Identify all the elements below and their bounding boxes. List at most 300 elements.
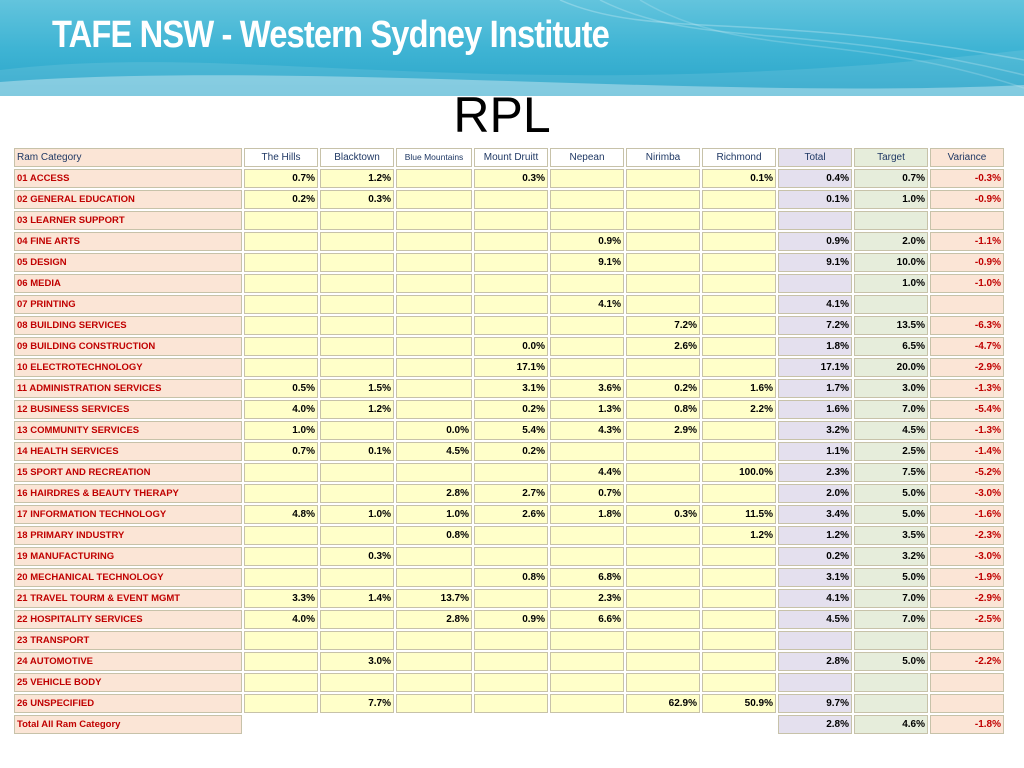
campus-value-cell xyxy=(702,547,776,566)
row-category: 12 BUSINESS SERVICES xyxy=(14,400,242,419)
campus-value-cell: 2.8% xyxy=(396,610,472,629)
variance-cell: -2.3% xyxy=(930,526,1004,545)
campus-value-cell: 2.7% xyxy=(474,484,548,503)
total-cell: 0.2% xyxy=(778,547,852,566)
campus-value-cell xyxy=(474,232,548,251)
variance-cell: -2.9% xyxy=(930,589,1004,608)
campus-value-cell xyxy=(550,190,624,209)
campus-value-cell xyxy=(474,526,548,545)
campus-value-cell xyxy=(396,379,472,398)
row-category: 25 VEHICLE BODY xyxy=(14,673,242,692)
campus-value-cell xyxy=(244,526,318,545)
total-cell: 3.1% xyxy=(778,568,852,587)
campus-value-cell xyxy=(396,190,472,209)
campus-value-cell: 17.1% xyxy=(474,358,548,377)
campus-value-cell xyxy=(396,295,472,314)
campus-value-cell xyxy=(626,232,700,251)
campus-value-cell xyxy=(550,274,624,293)
campus-value-cell xyxy=(702,673,776,692)
blank-cell xyxy=(320,715,394,734)
campus-value-cell: 2.2% xyxy=(702,400,776,419)
table-row xyxy=(14,631,1004,650)
grand-total-cell: 2.8% xyxy=(778,715,852,734)
campus-value-cell xyxy=(244,211,318,230)
target-cell xyxy=(854,295,928,314)
row-category: 17 INFORMATION TECHNOLOGY xyxy=(14,505,242,524)
campus-value-cell xyxy=(396,274,472,293)
institute-banner xyxy=(0,0,1024,96)
campus-value-cell xyxy=(626,253,700,272)
row-category: 08 BUILDING SERVICES xyxy=(14,316,242,335)
row-category: 13 COMMUNITY SERVICES xyxy=(14,421,242,440)
campus-value-cell: 0.3% xyxy=(474,169,548,188)
variance-cell: -5.4% xyxy=(930,400,1004,419)
campus-value-cell xyxy=(320,421,394,440)
variance-cell: -6.3% xyxy=(930,316,1004,335)
campus-value-cell xyxy=(626,673,700,692)
total-cell xyxy=(778,211,852,230)
total-cell: 9.7% xyxy=(778,694,852,713)
campus-value-cell xyxy=(244,673,318,692)
campus-value-cell xyxy=(320,211,394,230)
campus-value-cell xyxy=(244,253,318,272)
target-cell: 5.0% xyxy=(854,568,928,587)
campus-value-cell: 0.3% xyxy=(320,190,394,209)
target-cell: 2.0% xyxy=(854,232,928,251)
campus-value-cell xyxy=(702,442,776,461)
campus-value-cell: 6.6% xyxy=(550,610,624,629)
campus-value-cell: 2.6% xyxy=(626,337,700,356)
target-cell: 3.5% xyxy=(854,526,928,545)
campus-value-cell xyxy=(474,211,548,230)
campus-value-cell: 0.9% xyxy=(474,610,548,629)
total-cell: 0.4% xyxy=(778,169,852,188)
target-cell xyxy=(854,694,928,713)
row-category: 11 ADMINISTRATION SERVICES xyxy=(14,379,242,398)
table-row xyxy=(14,421,1004,440)
campus-value-cell xyxy=(550,316,624,335)
campus-value-cell: 0.1% xyxy=(320,442,394,461)
campus-value-cell: 4.4% xyxy=(550,463,624,482)
target-cell xyxy=(854,631,928,650)
campus-value-cell: 4.0% xyxy=(244,400,318,419)
campus-value-cell xyxy=(320,484,394,503)
table-row xyxy=(14,505,1004,524)
variance-cell xyxy=(930,295,1004,314)
table-row xyxy=(14,316,1004,335)
row-category: 21 TRAVEL TOURM & EVENT MGMT xyxy=(14,589,242,608)
campus-value-cell: 0.3% xyxy=(626,505,700,524)
total-cell: 0.9% xyxy=(778,232,852,251)
campus-value-cell xyxy=(320,253,394,272)
campus-value-cell xyxy=(550,652,624,671)
variance-cell xyxy=(930,631,1004,650)
blank-cell xyxy=(474,715,548,734)
row-category: 24 AUTOMOTIVE xyxy=(14,652,242,671)
row-category: 01 ACCESS xyxy=(14,169,242,188)
row-category: 15 SPORT AND RECREATION xyxy=(14,463,242,482)
blank-cell xyxy=(702,715,776,734)
table-row xyxy=(14,253,1004,272)
table-row xyxy=(14,442,1004,461)
table-row xyxy=(14,673,1004,692)
total-cell: 3.4% xyxy=(778,505,852,524)
variance-cell: -2.5% xyxy=(930,610,1004,629)
column-header: Variance xyxy=(930,148,1004,167)
target-cell: 7.0% xyxy=(854,400,928,419)
total-cell: 2.8% xyxy=(778,652,852,671)
row-category: 20 MECHANICAL TECHNOLOGY xyxy=(14,568,242,587)
campus-value-cell xyxy=(396,211,472,230)
campus-value-cell xyxy=(474,694,548,713)
target-cell: 2.5% xyxy=(854,442,928,461)
campus-value-cell xyxy=(244,694,318,713)
target-cell: 4.5% xyxy=(854,421,928,440)
campus-value-cell xyxy=(702,316,776,335)
campus-value-cell: 2.8% xyxy=(396,484,472,503)
campus-value-cell xyxy=(626,610,700,629)
campus-value-cell xyxy=(626,589,700,608)
campus-value-cell xyxy=(320,274,394,293)
row-category: 16 HAIRDRES & BEAUTY THERAPY xyxy=(14,484,242,503)
campus-value-cell: 100.0% xyxy=(702,463,776,482)
campus-value-cell xyxy=(626,190,700,209)
campus-value-cell xyxy=(396,400,472,419)
campus-value-cell xyxy=(396,463,472,482)
variance-cell: -0.3% xyxy=(930,169,1004,188)
campus-value-cell: 0.1% xyxy=(702,169,776,188)
campus-value-cell: 0.8% xyxy=(396,526,472,545)
blank-cell xyxy=(550,715,624,734)
campus-value-cell xyxy=(244,484,318,503)
campus-value-cell xyxy=(702,211,776,230)
campus-value-cell xyxy=(474,652,548,671)
campus-value-cell xyxy=(396,253,472,272)
campus-value-cell xyxy=(626,652,700,671)
campus-value-cell: 1.6% xyxy=(702,379,776,398)
campus-value-cell: 3.1% xyxy=(474,379,548,398)
row-category: 23 TRANSPORT xyxy=(14,631,242,650)
campus-value-cell: 0.2% xyxy=(474,400,548,419)
campus-value-cell: 3.3% xyxy=(244,589,318,608)
row-category: 26 UNSPECIFIED xyxy=(14,694,242,713)
campus-value-cell xyxy=(702,232,776,251)
grand-target-cell: 4.6% xyxy=(854,715,928,734)
campus-value-cell xyxy=(320,610,394,629)
campus-value-cell: 0.0% xyxy=(474,337,548,356)
campus-value-cell xyxy=(320,526,394,545)
campus-value-cell xyxy=(474,631,548,650)
total-cell: 1.6% xyxy=(778,400,852,419)
variance-cell: -0.9% xyxy=(930,190,1004,209)
row-category: 04 FINE ARTS xyxy=(14,232,242,251)
target-cell: 1.0% xyxy=(854,274,928,293)
variance-cell xyxy=(930,673,1004,692)
campus-value-cell: 0.8% xyxy=(474,568,548,587)
variance-cell: -1.9% xyxy=(930,568,1004,587)
table-row xyxy=(14,337,1004,356)
campus-value-cell xyxy=(474,463,548,482)
campus-value-cell: 1.2% xyxy=(320,400,394,419)
campus-value-cell xyxy=(244,274,318,293)
blank-cell xyxy=(396,715,472,734)
campus-value-cell xyxy=(626,169,700,188)
target-cell: 5.0% xyxy=(854,652,928,671)
campus-value-cell: 0.7% xyxy=(550,484,624,503)
table-row xyxy=(14,610,1004,629)
campus-value-cell: 1.4% xyxy=(320,589,394,608)
campus-value-cell xyxy=(702,295,776,314)
campus-value-cell xyxy=(626,463,700,482)
campus-value-cell: 5.4% xyxy=(474,421,548,440)
table-row xyxy=(14,211,1004,230)
slide-title: RPL xyxy=(453,87,551,143)
grand-variance-cell: -1.8% xyxy=(930,715,1004,734)
target-cell: 1.0% xyxy=(854,190,928,209)
column-header: Blue Mountains xyxy=(396,148,472,167)
total-cell: 9.1% xyxy=(778,253,852,272)
row-category: 05 DESIGN xyxy=(14,253,242,272)
campus-value-cell xyxy=(244,295,318,314)
campus-value-cell xyxy=(550,673,624,692)
campus-value-cell xyxy=(626,358,700,377)
campus-value-cell: 7.7% xyxy=(320,694,394,713)
campus-value-cell xyxy=(474,274,548,293)
campus-value-cell xyxy=(626,295,700,314)
campus-value-cell: 0.0% xyxy=(396,421,472,440)
table-row xyxy=(14,547,1004,566)
campus-value-cell xyxy=(474,673,548,692)
total-cell: 2.0% xyxy=(778,484,852,503)
campus-value-cell: 6.8% xyxy=(550,568,624,587)
row-category: 09 BUILDING CONSTRUCTION xyxy=(14,337,242,356)
table-row xyxy=(14,463,1004,482)
campus-value-cell xyxy=(396,631,472,650)
campus-value-cell xyxy=(320,295,394,314)
variance-cell: -1.4% xyxy=(930,442,1004,461)
campus-value-cell xyxy=(396,232,472,251)
campus-value-cell xyxy=(550,169,624,188)
total-cell: 4.5% xyxy=(778,610,852,629)
campus-value-cell xyxy=(244,358,318,377)
campus-value-cell xyxy=(474,190,548,209)
campus-value-cell xyxy=(626,568,700,587)
campus-value-cell: 1.2% xyxy=(702,526,776,545)
target-cell: 6.5% xyxy=(854,337,928,356)
blank-cell xyxy=(244,715,318,734)
rpl-table-body xyxy=(14,148,1004,734)
campus-value-cell: 11.5% xyxy=(702,505,776,524)
target-cell: 20.0% xyxy=(854,358,928,377)
target-cell: 10.0% xyxy=(854,253,928,272)
campus-value-cell: 1.5% xyxy=(320,379,394,398)
row-category: 18 PRIMARY INDUSTRY xyxy=(14,526,242,545)
campus-value-cell xyxy=(320,232,394,251)
variance-cell: -1.6% xyxy=(930,505,1004,524)
variance-cell xyxy=(930,694,1004,713)
row-category: 02 GENERAL EDUCATION xyxy=(14,190,242,209)
campus-value-cell xyxy=(396,337,472,356)
campus-value-cell xyxy=(396,568,472,587)
target-cell: 3.0% xyxy=(854,379,928,398)
campus-value-cell: 0.9% xyxy=(550,232,624,251)
total-cell: 3.2% xyxy=(778,421,852,440)
campus-value-cell xyxy=(702,652,776,671)
target-cell: 7.0% xyxy=(854,589,928,608)
campus-value-cell xyxy=(320,337,394,356)
campus-value-cell xyxy=(474,547,548,566)
campus-value-cell xyxy=(702,358,776,377)
variance-cell: -2.9% xyxy=(930,358,1004,377)
campus-value-cell xyxy=(320,631,394,650)
column-header: The Hills xyxy=(244,148,318,167)
campus-value-cell xyxy=(396,694,472,713)
campus-value-cell: 0.2% xyxy=(626,379,700,398)
variance-cell: -4.7% xyxy=(930,337,1004,356)
campus-value-cell xyxy=(626,211,700,230)
campus-value-cell xyxy=(626,547,700,566)
campus-value-cell: 0.3% xyxy=(320,547,394,566)
campus-value-cell xyxy=(244,337,318,356)
campus-value-cell: 3.6% xyxy=(550,379,624,398)
variance-cell: -1.3% xyxy=(930,421,1004,440)
column-header: Total xyxy=(778,148,852,167)
table-row xyxy=(14,274,1004,293)
table-row xyxy=(14,694,1004,713)
campus-value-cell: 1.8% xyxy=(550,505,624,524)
campus-value-cell xyxy=(244,232,318,251)
variance-cell: -3.0% xyxy=(930,484,1004,503)
campus-value-cell xyxy=(474,316,548,335)
total-cell xyxy=(778,673,852,692)
campus-value-cell: 0.2% xyxy=(244,190,318,209)
campus-value-cell xyxy=(396,358,472,377)
total-cell: 17.1% xyxy=(778,358,852,377)
campus-value-cell: 0.7% xyxy=(244,442,318,461)
total-row-label: Total All Ram Category xyxy=(14,715,242,734)
campus-value-cell xyxy=(626,274,700,293)
campus-value-cell xyxy=(320,463,394,482)
row-category: 10 ELECTROTECHNOLOGY xyxy=(14,358,242,377)
campus-value-cell: 2.9% xyxy=(626,421,700,440)
campus-value-cell xyxy=(550,442,624,461)
campus-value-cell xyxy=(550,631,624,650)
target-cell: 0.7% xyxy=(854,169,928,188)
campus-value-cell xyxy=(626,484,700,503)
campus-value-cell xyxy=(626,631,700,650)
campus-value-cell xyxy=(320,673,394,692)
row-category: 19 MANUFACTURING xyxy=(14,547,242,566)
table-row xyxy=(14,295,1004,314)
target-cell: 7.0% xyxy=(854,610,928,629)
campus-value-cell xyxy=(550,358,624,377)
total-cell: 1.2% xyxy=(778,526,852,545)
campus-value-cell: 1.0% xyxy=(320,505,394,524)
campus-value-cell xyxy=(320,358,394,377)
campus-value-cell: 1.2% xyxy=(320,169,394,188)
total-cell: 1.1% xyxy=(778,442,852,461)
total-cell: 4.1% xyxy=(778,589,852,608)
campus-value-cell xyxy=(702,190,776,209)
campus-value-cell: 1.0% xyxy=(244,421,318,440)
blank-cell xyxy=(626,715,700,734)
table-row xyxy=(14,589,1004,608)
campus-value-cell xyxy=(244,652,318,671)
column-header: Mount Druitt xyxy=(474,148,548,167)
target-cell xyxy=(854,673,928,692)
campus-value-cell xyxy=(244,547,318,566)
table-row xyxy=(14,232,1004,251)
campus-value-cell xyxy=(550,526,624,545)
variance-cell: -0.9% xyxy=(930,253,1004,272)
campus-value-cell xyxy=(244,631,318,650)
campus-value-cell xyxy=(550,211,624,230)
campus-value-cell: 2.3% xyxy=(550,589,624,608)
campus-value-cell xyxy=(702,274,776,293)
campus-value-cell: 2.6% xyxy=(474,505,548,524)
campus-value-cell xyxy=(320,316,394,335)
target-cell xyxy=(854,211,928,230)
campus-value-cell: 62.9% xyxy=(626,694,700,713)
table-row xyxy=(14,526,1004,545)
total-cell xyxy=(778,274,852,293)
campus-value-cell: 0.7% xyxy=(244,169,318,188)
campus-value-cell: 4.8% xyxy=(244,505,318,524)
campus-value-cell: 0.8% xyxy=(626,400,700,419)
campus-value-cell: 1.0% xyxy=(396,505,472,524)
campus-value-cell xyxy=(550,337,624,356)
table-header-row xyxy=(14,148,1004,167)
variance-cell: -2.2% xyxy=(930,652,1004,671)
campus-value-cell xyxy=(702,421,776,440)
campus-value-cell xyxy=(396,169,472,188)
campus-value-cell: 4.5% xyxy=(396,442,472,461)
column-header: Nepean xyxy=(550,148,624,167)
campus-value-cell: 9.1% xyxy=(550,253,624,272)
table-row xyxy=(14,379,1004,398)
row-category: 06 MEDIA xyxy=(14,274,242,293)
column-header: Ram Category xyxy=(14,148,242,167)
table-row xyxy=(14,484,1004,503)
campus-value-cell xyxy=(244,316,318,335)
target-cell: 7.5% xyxy=(854,463,928,482)
campus-value-cell xyxy=(702,337,776,356)
campus-value-cell: 4.1% xyxy=(550,295,624,314)
campus-value-cell: 3.0% xyxy=(320,652,394,671)
variance-cell: -1.1% xyxy=(930,232,1004,251)
total-cell: 1.7% xyxy=(778,379,852,398)
campus-value-cell: 4.0% xyxy=(244,610,318,629)
row-category: 14 HEALTH SERVICES xyxy=(14,442,242,461)
campus-value-cell xyxy=(474,295,548,314)
campus-value-cell xyxy=(626,526,700,545)
table-row xyxy=(14,358,1004,377)
campus-value-cell: 0.2% xyxy=(474,442,548,461)
total-cell: 1.8% xyxy=(778,337,852,356)
target-cell: 5.0% xyxy=(854,484,928,503)
campus-value-cell xyxy=(244,568,318,587)
row-category: 03 LEARNER SUPPORT xyxy=(14,211,242,230)
table-row xyxy=(14,190,1004,209)
campus-value-cell xyxy=(550,694,624,713)
campus-value-cell: 1.3% xyxy=(550,400,624,419)
campus-value-cell: 13.7% xyxy=(396,589,472,608)
campus-value-cell xyxy=(702,610,776,629)
campus-value-cell xyxy=(550,547,624,566)
table-row xyxy=(14,169,1004,188)
campus-value-cell xyxy=(244,463,318,482)
campus-value-cell xyxy=(702,568,776,587)
